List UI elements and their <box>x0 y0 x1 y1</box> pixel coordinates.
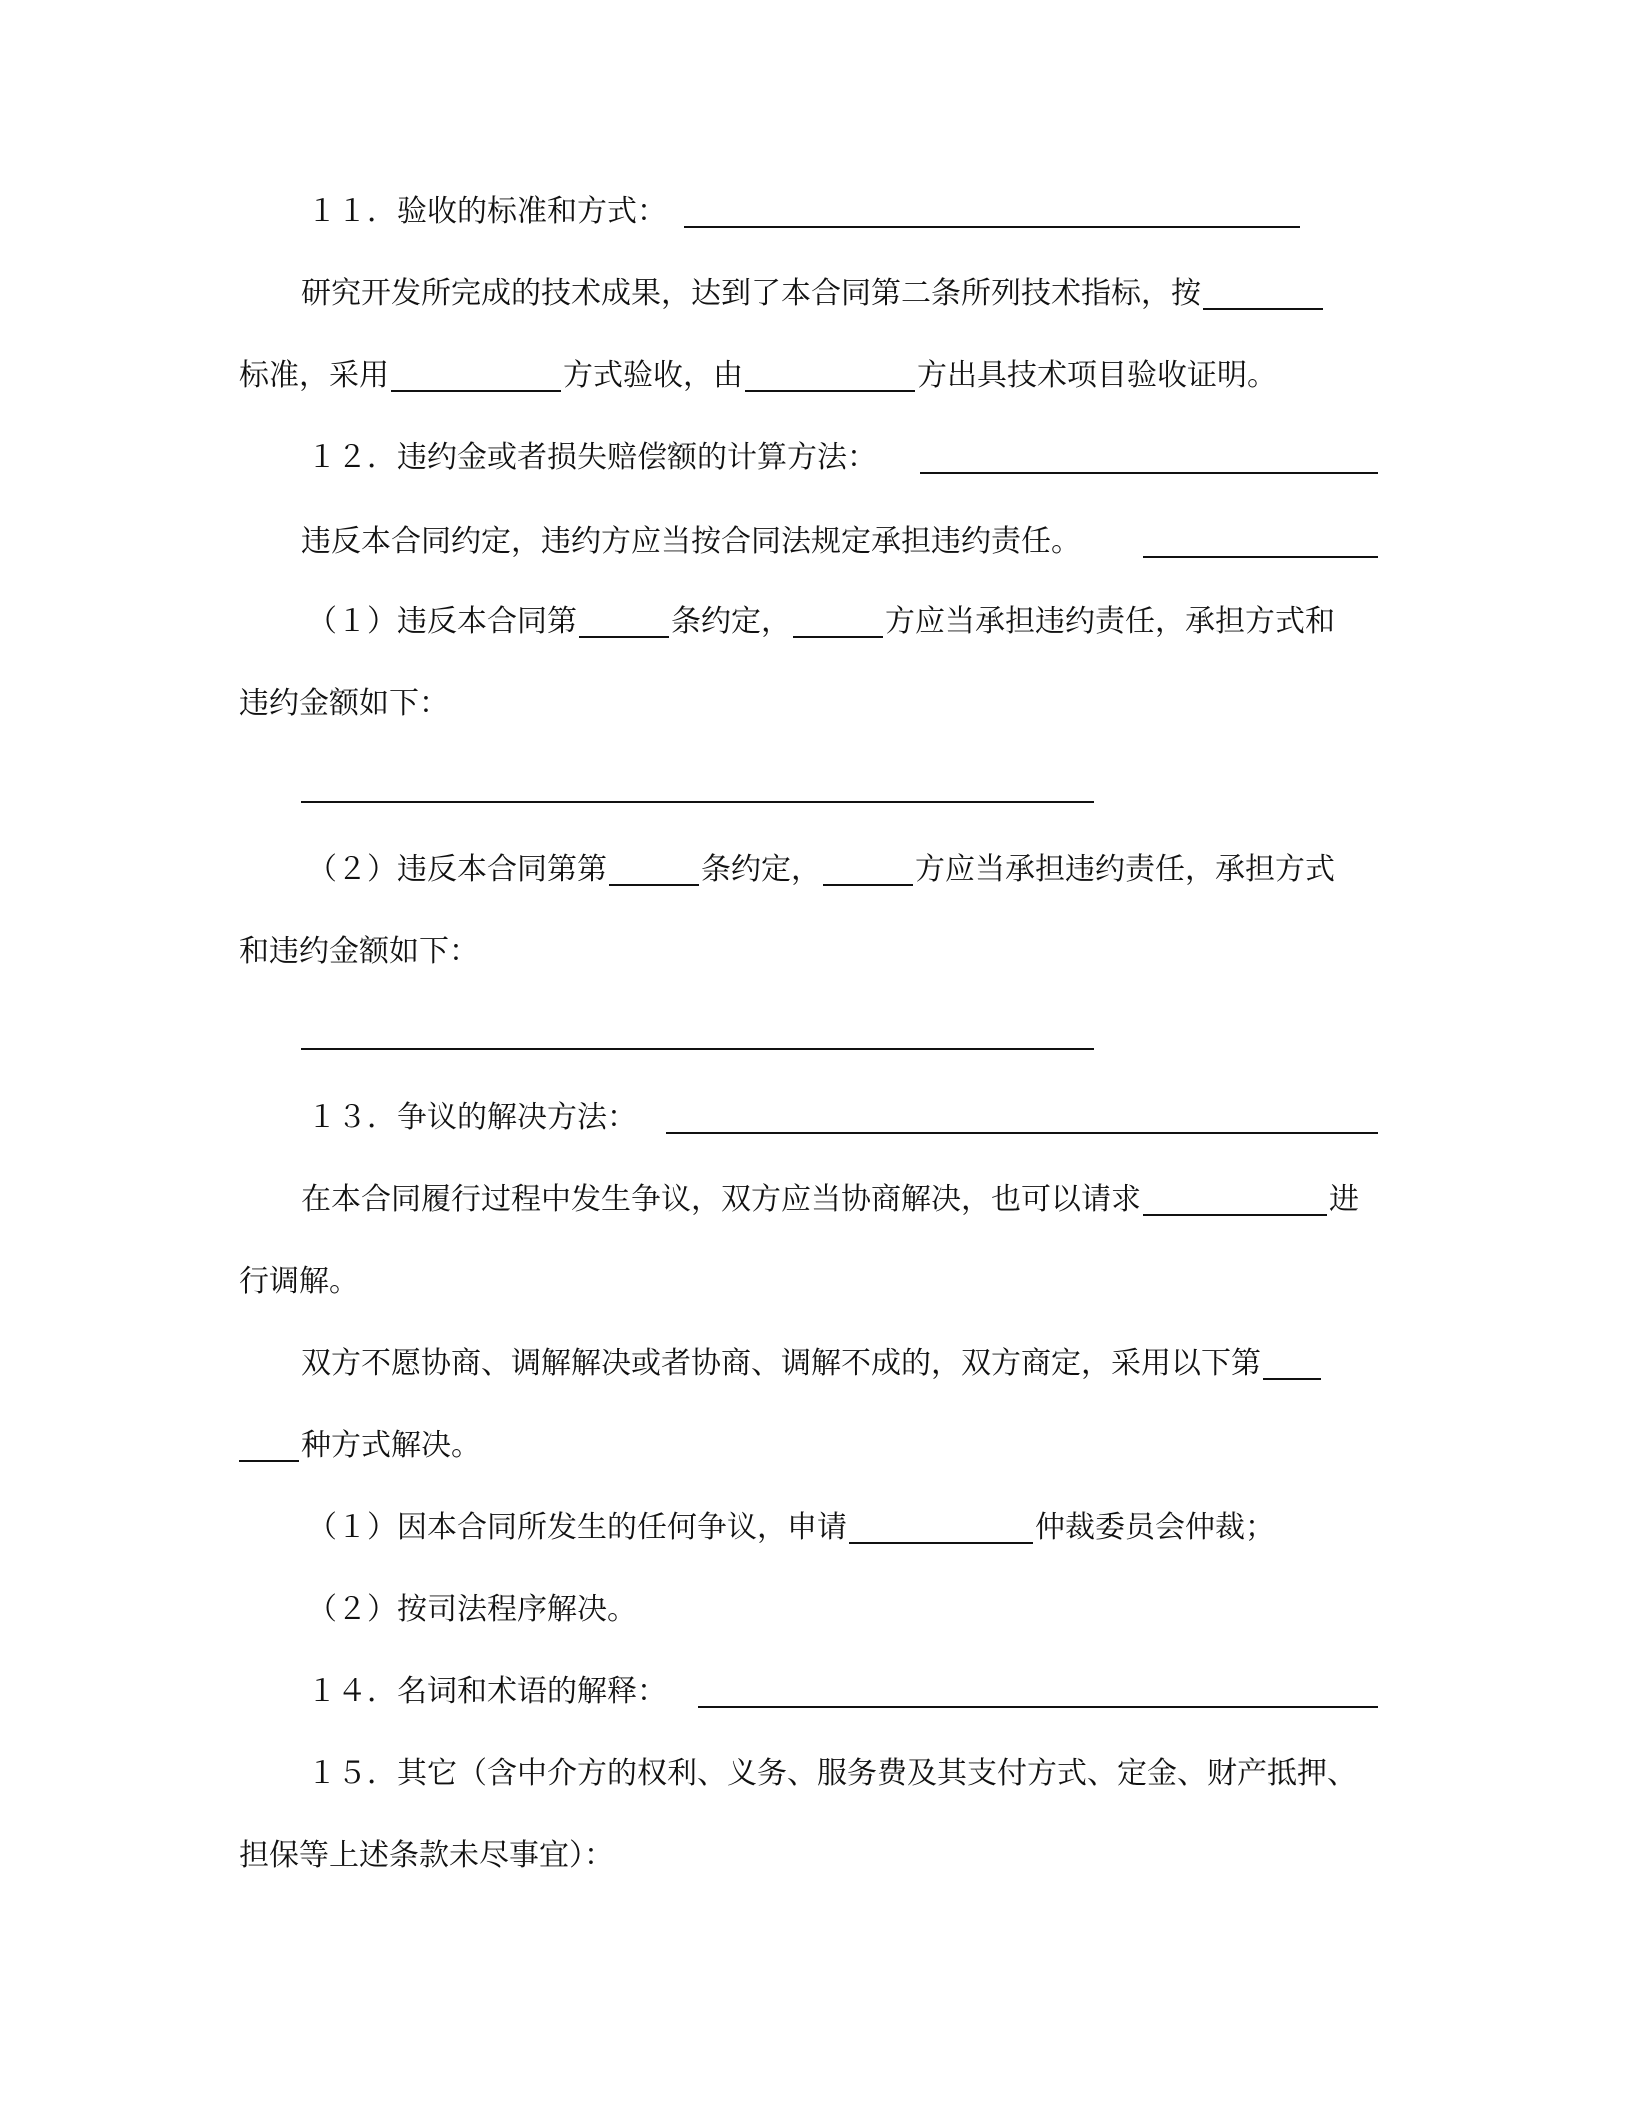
clause-11-body-b3: 方出具技术项目验收证明。 <box>917 358 1277 393</box>
item2-details-blank[interactable] <box>301 1048 1094 1050</box>
clause-12-intro-blank[interactable] <box>1143 556 1378 558</box>
clause-13-heading <box>307 1098 637 1138</box>
clause-13-body-b2: 种方式解决。 <box>301 1428 481 1463</box>
clause-13-option1-a: （１）因本合同所发生的任何争议，申请 <box>307 1510 847 1545</box>
clause-12-intro <box>301 522 1081 562</box>
clause-13-body-line2 <box>239 1262 359 1302</box>
clause-11-heading-text: １１．验收的标准和方式： <box>307 194 667 229</box>
clause-13-heading-text: １３．争议的解决方法： <box>307 1100 637 1135</box>
clause-11-body-b1: 标准，采用 <box>239 358 389 393</box>
clause-12-item2-line1 <box>307 850 1335 890</box>
clause-11-body-line1 <box>301 274 1325 314</box>
option-number-blank-a[interactable] <box>1263 1350 1321 1380</box>
clause-12-item1-a: （１）违反本合同第 <box>307 604 577 639</box>
item1-party-blank[interactable] <box>793 608 883 638</box>
clause-15-line2-text: 担保等上述条款未尽事宜）： <box>239 1838 614 1873</box>
clause-12-item1-b: 条约定， <box>671 604 791 639</box>
clause-12-item2-d: 和违约金额如下： <box>239 934 479 969</box>
item2-article-blank[interactable] <box>609 856 699 886</box>
clause-12-heading <box>307 438 877 478</box>
clause-12-item2-c: 方应当承担违约责任，承担方式 <box>915 852 1335 887</box>
clause-12-item2-b: 条约定， <box>701 852 821 887</box>
item2-party-blank[interactable] <box>823 856 913 886</box>
clause-11-heading <box>307 192 667 232</box>
clause-13-body-line1 <box>301 1180 1359 1220</box>
clause-12-item1-d: 违约金额如下： <box>239 686 449 721</box>
method-blank[interactable] <box>391 362 561 392</box>
clause-12-item1-c: 方应当承担违约责任，承担方式和 <box>885 604 1335 639</box>
clause-15-line1 <box>307 1754 1357 1794</box>
clause-14-heading-blank[interactable] <box>698 1706 1378 1708</box>
mediator-blank[interactable] <box>1143 1186 1327 1216</box>
clause-12-item1-line1 <box>307 602 1335 642</box>
clause-13-option1-b: 仲裁委员会仲裁； <box>1035 1510 1275 1545</box>
clause-13-body-a3: 行调解。 <box>239 1264 359 1299</box>
item1-details-blank[interactable] <box>301 801 1094 803</box>
clause-13-option2-text: （２）按司法程序解决。 <box>307 1592 637 1627</box>
clause-13-option2 <box>307 1590 637 1630</box>
clause-13-body-a1: 在本合同履行过程中发生争议，双方应当协商解决，也可以请求 <box>301 1182 1141 1217</box>
issuer-blank[interactable] <box>745 362 915 392</box>
clause-15-line2 <box>239 1836 614 1876</box>
standard-blank[interactable] <box>1203 280 1323 310</box>
clause-11-body-b2: 方式验收，由 <box>563 358 743 393</box>
clause-12-intro-text: 违反本合同约定，违约方应当按合同法规定承担违约责任。 <box>301 524 1081 559</box>
clause-13-body-b1: 双方不愿协商、调解解决或者协商、调解不成的，双方商定，采用以下第 <box>301 1346 1261 1381</box>
arbitration-body-blank[interactable] <box>849 1514 1033 1544</box>
clause-13-heading-blank[interactable] <box>666 1132 1378 1134</box>
option-number-blank-b[interactable] <box>239 1432 299 1462</box>
clause-11-heading-blank[interactable] <box>684 226 1300 228</box>
clause-13-body-line4 <box>239 1426 481 1466</box>
clause-13-body-line3 <box>301 1344 1323 1384</box>
clause-12-heading-text: １２．违约金或者损失赔偿额的计算方法： <box>307 440 877 475</box>
clause-12-item2-a: （２）违反本合同第第 <box>307 852 607 887</box>
clause-13-option1 <box>307 1508 1275 1548</box>
clause-13-body-a2: 进 <box>1329 1182 1359 1217</box>
clause-12-heading-blank[interactable] <box>920 472 1378 474</box>
clause-11-body-line2 <box>239 356 1277 396</box>
clause-14-heading <box>307 1672 667 1712</box>
clause-12-item1-line2 <box>239 684 449 724</box>
clause-15-line1-text: １５．其它（含中介方的权利、义务、服务费及其支付方式、定金、财产抵押、 <box>307 1756 1357 1791</box>
clause-14-heading-text: １４．名词和术语的解释： <box>307 1674 667 1709</box>
clause-12-item2-line2 <box>239 932 479 972</box>
item1-article-blank[interactable] <box>579 608 669 638</box>
clause-11-body-a: 研究开发所完成的技术成果，达到了本合同第二条所列技术指标，按 <box>301 276 1201 311</box>
